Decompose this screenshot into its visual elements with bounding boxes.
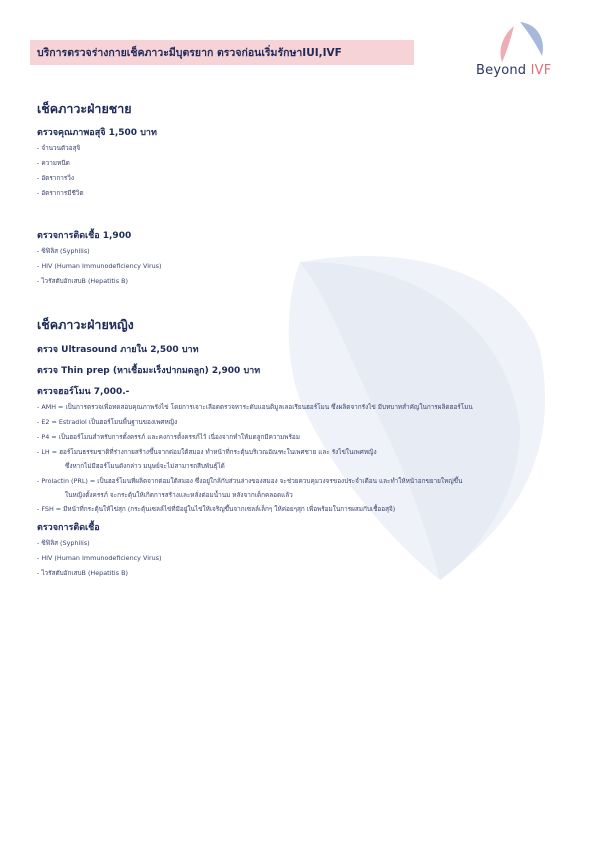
lh-line-2: ซึ่งหากไม่มีฮอร์โมนดังกล่าว มนุษย์จะไม่สามารถสืบพันธุ์ได้	[65, 462, 225, 470]
female-heading: เช็คภาวะฝ่ายหญิง	[37, 317, 134, 332]
brand-suffix: IVF	[530, 63, 552, 78]
prl-line-2: ในหญิงตั้งครรภ์ จะกระตุ้นให้เกิดการสร้างและหลั่งต่อมน้ำนม หลังจากเด็กคลอดแล้ว	[65, 491, 293, 499]
list-item: - E2 = Estradiol เป็นฮอร์โมนพื้นฐานของเพศหญิง	[37, 418, 178, 426]
list-item: - อัตราการมีชีวิต	[37, 189, 84, 197]
male-infection-title: ตรวจการติดเชื้อ 1,900	[37, 231, 132, 241]
list-item: - อัตราการวิ่ง	[37, 174, 74, 182]
ultrasound-title: ตรวจ Ultrasound ภายใน 2,500 บาท	[37, 345, 199, 355]
list-item: - ซิฟิลิส (Syphilis)	[37, 247, 90, 255]
list-item: - ไวรัสตับอักเสบB (Hepatitis B)	[37, 277, 128, 285]
list-item: - HIV (Human Immunodeficiency Virus)	[37, 554, 162, 562]
brand-prefix: Beyond	[476, 63, 531, 78]
female-infection-list	[37, 536, 577, 581]
list-item: - P4 = เป็นฮอร์โมนสำหรับการตั้งครรภ์ และคงการตั้งครรภ์ไว้ เนื่องจากทำให้มดลูกมีความพร้อม	[37, 433, 300, 441]
female-infection-title: ตรวจการติดเชื้อ	[37, 523, 100, 533]
thinprep-title: ตรวจ Thin prep (หาเชื้อมะเร็งปากมดลูก) 2,900 บาท	[37, 366, 261, 376]
beyond-ivf-logo-icon	[472, 20, 572, 90]
page-title: บริการตรวจร่างกายเช็คภาวะมีบุตรยาก ตรวจก่อนเริ่มรักษาIUI,IVF	[37, 47, 342, 59]
list-item: - HIV (Human Immunodeficiency Virus)	[37, 262, 162, 270]
semen-test-list	[37, 141, 577, 201]
male-infection-list	[37, 244, 577, 289]
hormone-title: ตรวจฮอร์โมน 7,000.-	[37, 387, 130, 397]
content	[37, 95, 577, 581]
list-item: - ไวรัสตับอักเสบB (Hepatitis B)	[37, 569, 128, 577]
semen-test-title: ตรวจคุณภาพอสุจิ 1,500 บาท	[37, 128, 157, 138]
list-item: - ความหนืด	[37, 159, 70, 167]
list-item: - จำนวนตัวอสุจิ	[37, 144, 81, 152]
list-item	[37, 445, 577, 473]
list-item: - ซิฟิลิส (Syphilis)	[37, 539, 90, 547]
list-item	[37, 474, 577, 502]
male-heading: เช็คภาวะฝ่ายชาย	[37, 101, 132, 116]
prl-line-1: - Prolactin (PRL) = เป็นฮอร์โมนที่ผลิตจากต่อมใต้สมอง ซึ่งอยู่ใกล้กับส่วนล่างของสมอง จะช่วยควบคุมวงจรของประจำเดือน และทำให้หน้าอกขยายใหญ่ขึ้น	[37, 477, 463, 485]
list-item: - FSH = มีหน้าที่กระตุ้นให้ไข่สุก (กระตุ้นเซลล์ไข่ที่มีอยู่ในไข่ให้เจริญขึ้นจากเซลล์เล็กๆ ให้ค่อยๆสุก เพื่อพร้อมในการผสมกับเชื้ออสุจิ)	[37, 505, 396, 513]
hormone-list	[37, 400, 577, 517]
header-title-bar	[30, 40, 414, 65]
list-item: - AMH = เป็นการตรวจเพื่อทดสอบคุณภาพรังไข่ โดยการเจาะเลือดตรวจหาระดับแอนติมูลเลอเรียนฮอร์โมน ซึ่งผลิตจากรังไข่ มีบทบาทสำคัญในการผลิตฮอร์โมน	[37, 403, 473, 411]
lh-line-1: - LH = ฮอร์โมนธรรมชาติที่ร่างกายสร้างขึ้นจากต่อมใต้สมอง ทำหน้าที่กระตุ้นบริเวณอัณฑะในเพศชาย และ รังไข่ในเพศหญิง	[37, 448, 377, 456]
